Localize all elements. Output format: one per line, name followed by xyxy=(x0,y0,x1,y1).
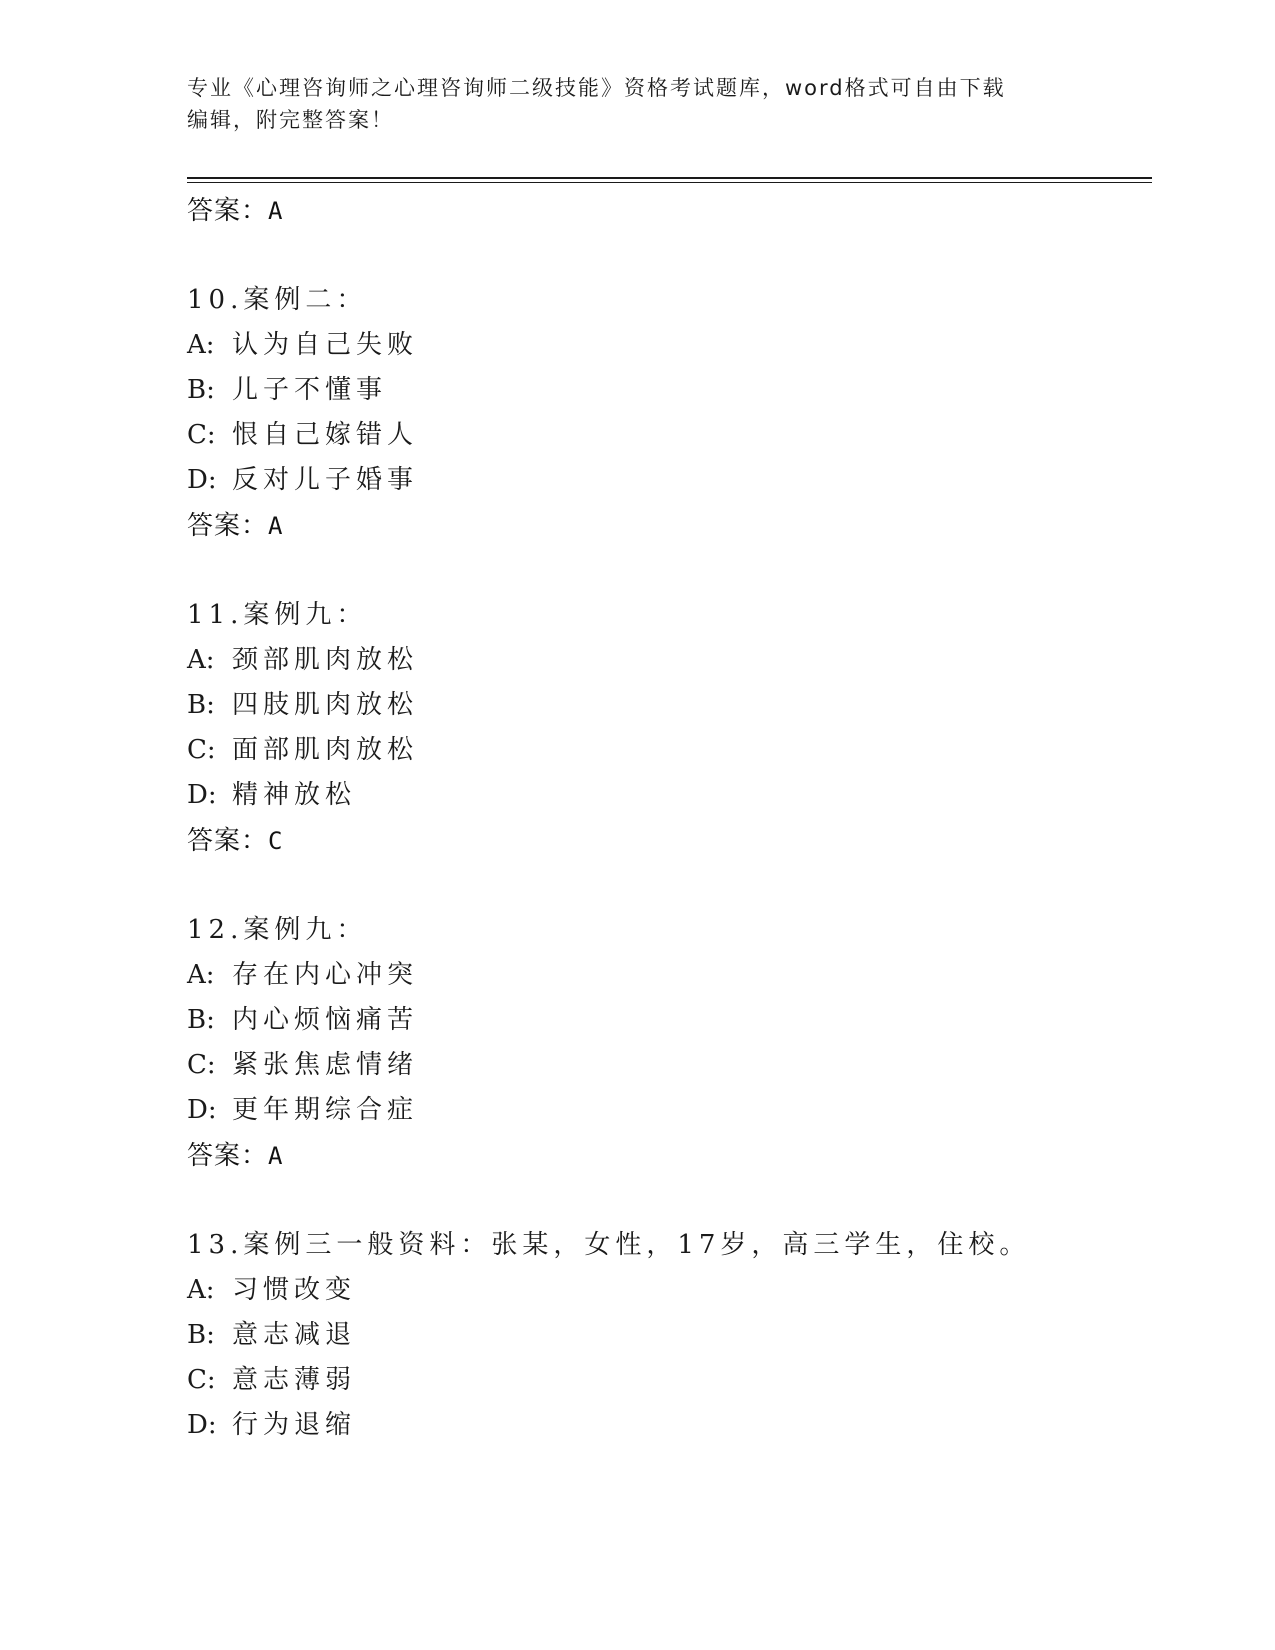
question-list xyxy=(187,188,1147,1448)
option-text: 意志减退 xyxy=(232,1320,357,1350)
answer-value: A xyxy=(268,512,283,540)
answer-label: 答案： xyxy=(187,1141,269,1171)
option-a xyxy=(187,953,1147,998)
option-key: B: xyxy=(187,1005,215,1035)
option-a xyxy=(187,1268,1147,1313)
header-divider xyxy=(187,177,1152,179)
option-key: D: xyxy=(187,465,217,495)
question-block xyxy=(187,278,1147,549)
question-title: 13.案例三一般资料：张某，女性，17岁，高三学生，住校。 xyxy=(187,1230,1031,1260)
answer-label: 答案： xyxy=(187,196,269,226)
question-block xyxy=(187,908,1147,1179)
header-divider-thin xyxy=(187,182,1152,183)
option-key: A: xyxy=(187,960,215,990)
option-key: A: xyxy=(187,1275,215,1305)
option-d xyxy=(187,458,1147,503)
option-key: B: xyxy=(187,690,215,720)
question-block xyxy=(187,1223,1147,1448)
option-key: A: xyxy=(187,330,215,360)
option-key: D: xyxy=(187,1095,217,1125)
header-line-2: 编辑，附完整答案！ xyxy=(187,108,394,132)
option-key: C: xyxy=(187,735,216,765)
option-text: 认为自己失败 xyxy=(232,330,419,360)
option-key: D: xyxy=(187,1410,217,1440)
option-text: 精神放松 xyxy=(232,780,357,810)
header-line-1: 专业《心理咨询师之心理咨询师二级技能》资格考试题库，word格式可自由下载 xyxy=(187,76,1006,100)
answer-value: C xyxy=(268,827,283,855)
option-text: 行为退缩 xyxy=(232,1410,357,1440)
option-text: 存在内心冲突 xyxy=(232,960,419,990)
option-text: 颈部肌肉放松 xyxy=(232,645,419,675)
document-header xyxy=(187,72,1067,136)
option-text: 四肢肌肉放松 xyxy=(232,690,419,720)
option-c xyxy=(187,1043,1147,1088)
option-d xyxy=(187,773,1147,818)
option-key: B: xyxy=(187,1320,215,1350)
option-b xyxy=(187,683,1147,728)
option-a xyxy=(187,323,1147,368)
option-text: 更年期综合症 xyxy=(232,1095,419,1125)
option-key: A: xyxy=(187,645,215,675)
answer-label: 答案： xyxy=(187,511,269,541)
answer-value: A xyxy=(268,197,283,225)
option-a xyxy=(187,638,1147,683)
option-text: 习惯改变 xyxy=(232,1275,357,1305)
answer-line xyxy=(187,1133,1147,1179)
question-title: 11.案例九： xyxy=(187,600,368,630)
answer-line xyxy=(187,503,1147,549)
option-text: 面部肌肉放松 xyxy=(232,735,419,765)
option-d xyxy=(187,1088,1147,1133)
answer-line xyxy=(187,818,1147,864)
option-key: D: xyxy=(187,780,217,810)
option-b xyxy=(187,368,1147,413)
question-title: 12.案例九： xyxy=(187,915,368,945)
option-text: 意志薄弱 xyxy=(232,1365,357,1395)
option-key: B: xyxy=(187,375,215,405)
option-key: C: xyxy=(187,420,216,450)
question-block xyxy=(187,593,1147,864)
option-key: C: xyxy=(187,1050,216,1080)
option-c xyxy=(187,1358,1147,1403)
answer-line xyxy=(187,188,1147,234)
option-text: 儿子不懂事 xyxy=(232,375,388,405)
option-b xyxy=(187,1313,1147,1358)
option-b xyxy=(187,998,1147,1043)
option-c xyxy=(187,728,1147,773)
option-c xyxy=(187,413,1147,458)
option-text: 恨自己嫁错人 xyxy=(232,420,419,450)
option-text: 反对儿子婚事 xyxy=(232,465,419,495)
answer-label: 答案： xyxy=(187,826,269,856)
question-title: 10.案例二： xyxy=(187,285,368,315)
option-d xyxy=(187,1403,1147,1448)
answer-value: A xyxy=(268,1142,283,1170)
option-text: 紧张焦虑情绪 xyxy=(232,1050,419,1080)
option-key: C: xyxy=(187,1365,216,1395)
option-text: 内心烦恼痛苦 xyxy=(232,1005,419,1035)
